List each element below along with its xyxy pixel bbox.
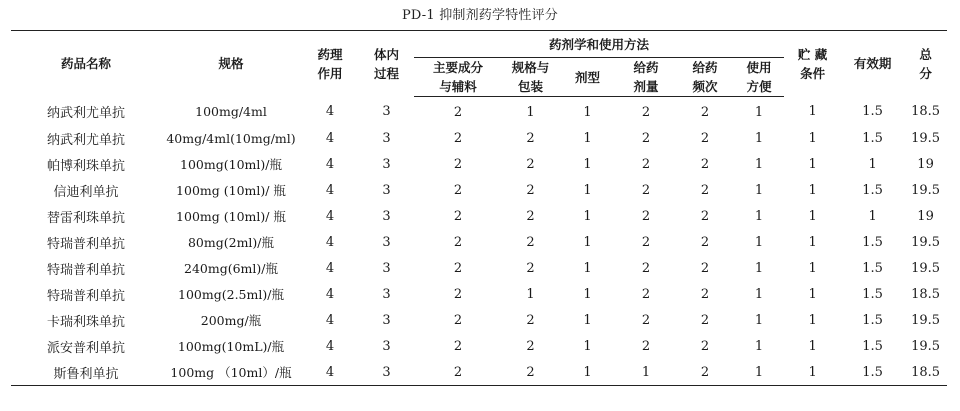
cell-invivo: 3 xyxy=(382,156,391,172)
cell-total: 19.5 xyxy=(911,182,941,198)
header-dose-line2: 剂量 xyxy=(633,79,659,94)
table-row xyxy=(11,97,947,126)
cell-storage: 1 xyxy=(808,130,817,146)
cell-dose: 2 xyxy=(641,130,651,146)
cell-total: 18.5 xyxy=(911,286,941,302)
header-in-vivo xyxy=(359,31,414,97)
cell-name: 特瑞普利单抗 xyxy=(46,262,125,278)
cell-pack: 2 xyxy=(502,359,559,386)
cell-total: 19.5 xyxy=(911,312,941,328)
cell-storage: 1 xyxy=(808,260,817,276)
cell-ease: 1 xyxy=(754,312,764,328)
cell-name: 特瑞普利单抗 xyxy=(46,288,125,304)
header-ease xyxy=(734,58,784,97)
cell-spec: 100mg(10ml)/瓶 xyxy=(180,157,282,172)
cell-total: 19 xyxy=(917,208,934,224)
cell-freq: 2 xyxy=(700,234,710,250)
cell-form: 1 xyxy=(583,130,592,146)
cell-ease: 1 xyxy=(754,260,764,276)
cell-ease: 1 xyxy=(754,208,764,224)
cell-validity: 1.5 xyxy=(862,182,883,198)
header-ease-line2: 方便 xyxy=(746,79,772,94)
cell-comp: 2 xyxy=(453,260,463,276)
cell-pharm: 4 xyxy=(325,156,335,172)
cell-spec: 100mg (10ml)/ 瓶 xyxy=(176,183,286,198)
header-ease-line1: 使用 xyxy=(746,60,772,75)
cell-ease: 1 xyxy=(754,104,764,120)
table-row xyxy=(11,359,947,386)
cell-invivo: 3 xyxy=(382,234,391,250)
cell-validity: 1.5 xyxy=(862,312,883,328)
cell-ease: 1 xyxy=(754,234,764,250)
cell-pack: 2 xyxy=(526,312,535,328)
cell-ease: 1 xyxy=(754,286,764,302)
header-frequency-line2: 频次 xyxy=(692,79,718,94)
cell-pack: 2 xyxy=(526,338,535,354)
cell-storage: 1 xyxy=(808,156,817,172)
cell-form: 1 xyxy=(583,104,592,120)
header-pharm-action xyxy=(301,31,359,97)
cell-invivo: 3 xyxy=(382,182,391,198)
cell-form: 1 xyxy=(583,156,592,172)
cell-comp: 2 xyxy=(453,104,463,120)
cell-comp: 2 xyxy=(453,312,463,328)
cell-freq: 2 xyxy=(700,104,710,120)
cell-pack: 1 xyxy=(526,286,535,302)
header-in-vivo-line2: 过程 xyxy=(373,65,399,81)
cell-comp: 2 xyxy=(453,208,463,224)
cell-invivo: 3 xyxy=(382,208,391,224)
cell-name: 信迪利单抗 xyxy=(53,184,119,200)
table-row xyxy=(11,307,947,333)
cell-invivo: 3 xyxy=(382,104,391,120)
cell-name: 替雷利珠单抗 xyxy=(46,210,125,226)
cell-total: 19.5 xyxy=(911,260,941,276)
header-storage-line1: 贮 藏 xyxy=(797,46,828,62)
cell-freq: 2 xyxy=(700,208,710,224)
cell-storage: 1 xyxy=(808,182,817,198)
table-row xyxy=(11,255,947,281)
header-dose-line1: 给药 xyxy=(633,60,659,75)
cell-dose: 2 xyxy=(641,208,651,224)
cell-comp: 2 xyxy=(453,234,463,250)
cell-total: 18.5 xyxy=(904,359,947,386)
cell-name: 纳武利尤单抗 xyxy=(46,132,125,148)
cell-dose: 2 xyxy=(641,312,651,328)
header-storage xyxy=(784,31,841,97)
cell-name: 特瑞普利单抗 xyxy=(46,236,125,252)
header-pharm-action-line1: 药理 xyxy=(317,46,343,62)
cell-form: 1 xyxy=(583,338,592,354)
cell-spec: 40mg/4ml(10mg/ml) xyxy=(166,130,296,146)
cell-pharm: 4 xyxy=(325,338,335,354)
table-body xyxy=(11,97,947,386)
cell-spec: 240mg(6ml)/瓶 xyxy=(184,261,278,276)
cell-pack: 2 xyxy=(526,182,535,198)
cell-storage: 1 xyxy=(808,104,817,120)
cell-form: 1 xyxy=(583,286,592,302)
cell-spec: 80mg(2ml)/瓶 xyxy=(187,235,275,250)
cell-dose: 2 xyxy=(641,156,651,172)
cell-freq: 2 xyxy=(700,156,710,172)
cell-name: 斯鲁利单抗 xyxy=(11,359,161,386)
cell-comp: 2 xyxy=(453,182,463,198)
pd1-score-table xyxy=(11,30,947,386)
cell-pack: 2 xyxy=(526,260,535,276)
header-main-components-line2: 与辅料 xyxy=(439,79,477,94)
header-dose xyxy=(616,58,676,97)
cell-name: 派安普利单抗 xyxy=(46,340,125,356)
cell-validity: 1.5 xyxy=(862,338,883,354)
cell-invivo: 3 xyxy=(382,260,391,276)
cell-pack: 1 xyxy=(526,104,535,120)
header-main-components-line1: 主要成分 xyxy=(432,60,483,75)
cell-ease: 1 xyxy=(754,338,764,354)
cell-invivo: 3 xyxy=(382,312,391,328)
table-row xyxy=(11,125,947,151)
cell-ease: 1 xyxy=(734,359,784,386)
cell-pharm: 4 xyxy=(325,208,335,224)
cell-ease: 1 xyxy=(754,130,764,146)
cell-pharm: 4 xyxy=(325,104,335,120)
cell-comp: 2 xyxy=(453,286,463,302)
cell-dose: 2 xyxy=(641,260,651,276)
cell-storage: 1 xyxy=(808,234,817,250)
cell-validity: 1.5 xyxy=(862,286,883,302)
cell-validity: 1.5 xyxy=(862,104,883,120)
header-frequency-line1: 给药 xyxy=(692,60,718,75)
cell-dose: 2 xyxy=(641,182,651,198)
header-group-pharmaceutics: 药剂学和使用方法 xyxy=(414,31,784,58)
cell-invivo: 3 xyxy=(382,286,391,302)
cell-spec: 100mg(2.5ml)/瓶 xyxy=(178,287,284,302)
cell-name: 卡瑞利珠单抗 xyxy=(46,314,125,330)
cell-total: 19.5 xyxy=(911,234,941,250)
header-validity: 有效期 xyxy=(841,31,904,97)
cell-pack: 2 xyxy=(526,208,535,224)
cell-pharm: 4 xyxy=(301,359,359,386)
cell-invivo: 3 xyxy=(359,359,414,386)
cell-total: 19 xyxy=(917,156,934,172)
cell-comp: 2 xyxy=(414,359,502,386)
cell-validity: 1.5 xyxy=(862,234,883,250)
header-storage-line2: 条件 xyxy=(800,65,826,81)
cell-pack: 2 xyxy=(526,234,535,250)
cell-freq: 2 xyxy=(700,286,710,302)
cell-pack: 2 xyxy=(526,130,535,146)
cell-pharm: 4 xyxy=(325,286,335,302)
cell-freq: 2 xyxy=(700,338,710,354)
header-total-line2: 分 xyxy=(919,65,932,81)
table-row xyxy=(11,203,947,229)
cell-storage: 1 xyxy=(808,338,817,354)
header-spec: 规格 xyxy=(161,31,301,97)
table-row xyxy=(11,333,947,359)
cell-name: 帕博利珠单抗 xyxy=(46,158,125,174)
cell-pharm: 4 xyxy=(325,130,335,146)
cell-freq: 2 xyxy=(676,359,734,386)
header-spec-pack xyxy=(502,58,559,97)
cell-invivo: 3 xyxy=(382,130,391,146)
cell-form: 1 xyxy=(583,208,592,224)
cell-freq: 2 xyxy=(700,130,710,146)
header-spec-pack-line2: 包装 xyxy=(517,79,543,94)
cell-storage: 1 xyxy=(808,286,817,302)
cell-validity: 1 xyxy=(868,156,877,172)
cell-validity: 1.5 xyxy=(862,260,883,276)
cell-spec: 100mg （10ml）/瓶 xyxy=(161,359,301,386)
table-row xyxy=(11,281,947,307)
cell-dose: 2 xyxy=(641,234,651,250)
cell-spec: 100mg(10mL)/瓶 xyxy=(177,339,285,354)
cell-storage: 1 xyxy=(808,208,817,224)
cell-spec: 100mg (10ml)/ 瓶 xyxy=(176,209,286,224)
header-spec-pack-line1: 规格与 xyxy=(511,60,550,75)
cell-freq: 2 xyxy=(700,182,710,198)
cell-spec: 200mg/瓶 xyxy=(200,313,262,328)
cell-comp: 2 xyxy=(453,130,463,146)
cell-pharm: 4 xyxy=(325,260,335,276)
table-row xyxy=(11,177,947,203)
cell-ease: 1 xyxy=(754,182,764,198)
cell-storage: 1 xyxy=(808,312,817,328)
cell-form: 1 xyxy=(583,312,592,328)
header-main-components xyxy=(414,58,502,97)
cell-total: 19.5 xyxy=(911,130,941,146)
table-title: PD-1 抑制剂药学特性评分 xyxy=(401,8,558,23)
cell-pharm: 4 xyxy=(325,312,335,328)
cell-pharm: 4 xyxy=(325,182,335,198)
cell-name: 纳武利尤单抗 xyxy=(46,106,125,122)
cell-total: 19.5 xyxy=(911,338,941,354)
header-total-line1: 总 xyxy=(919,46,932,62)
cell-spec: 100mg/4ml xyxy=(195,104,267,120)
cell-comp: 2 xyxy=(453,156,463,172)
cell-dose: 1 xyxy=(616,359,676,386)
cell-pharm: 4 xyxy=(325,234,335,250)
cell-dose: 2 xyxy=(641,286,651,302)
cell-form: 1 xyxy=(559,359,616,386)
cell-dose: 2 xyxy=(641,104,651,120)
cell-storage: 1 xyxy=(784,359,841,386)
cell-total: 18.5 xyxy=(911,104,941,120)
header-name: 药品名称 xyxy=(11,31,161,97)
cell-freq: 2 xyxy=(700,312,710,328)
header-frequency xyxy=(676,58,734,97)
cell-ease: 1 xyxy=(754,156,764,172)
cell-form: 1 xyxy=(583,234,592,250)
table-row xyxy=(11,229,947,255)
cell-dose: 2 xyxy=(641,338,651,354)
table-row xyxy=(11,151,947,177)
cell-invivo: 3 xyxy=(382,338,391,354)
cell-form: 1 xyxy=(583,182,592,198)
header-pharm-action-line2: 作用 xyxy=(317,65,343,81)
header-dosage-form: 剂型 xyxy=(559,58,616,97)
cell-validity: 1.5 xyxy=(862,130,883,146)
cell-validity: 1 xyxy=(868,208,877,224)
cell-freq: 2 xyxy=(700,260,710,276)
header-total xyxy=(904,31,947,97)
cell-form: 1 xyxy=(583,260,592,276)
cell-validity: 1.5 xyxy=(841,359,904,386)
cell-pack: 2 xyxy=(526,156,535,172)
header-in-vivo-line1: 体内 xyxy=(373,46,399,62)
cell-comp: 2 xyxy=(453,338,463,354)
